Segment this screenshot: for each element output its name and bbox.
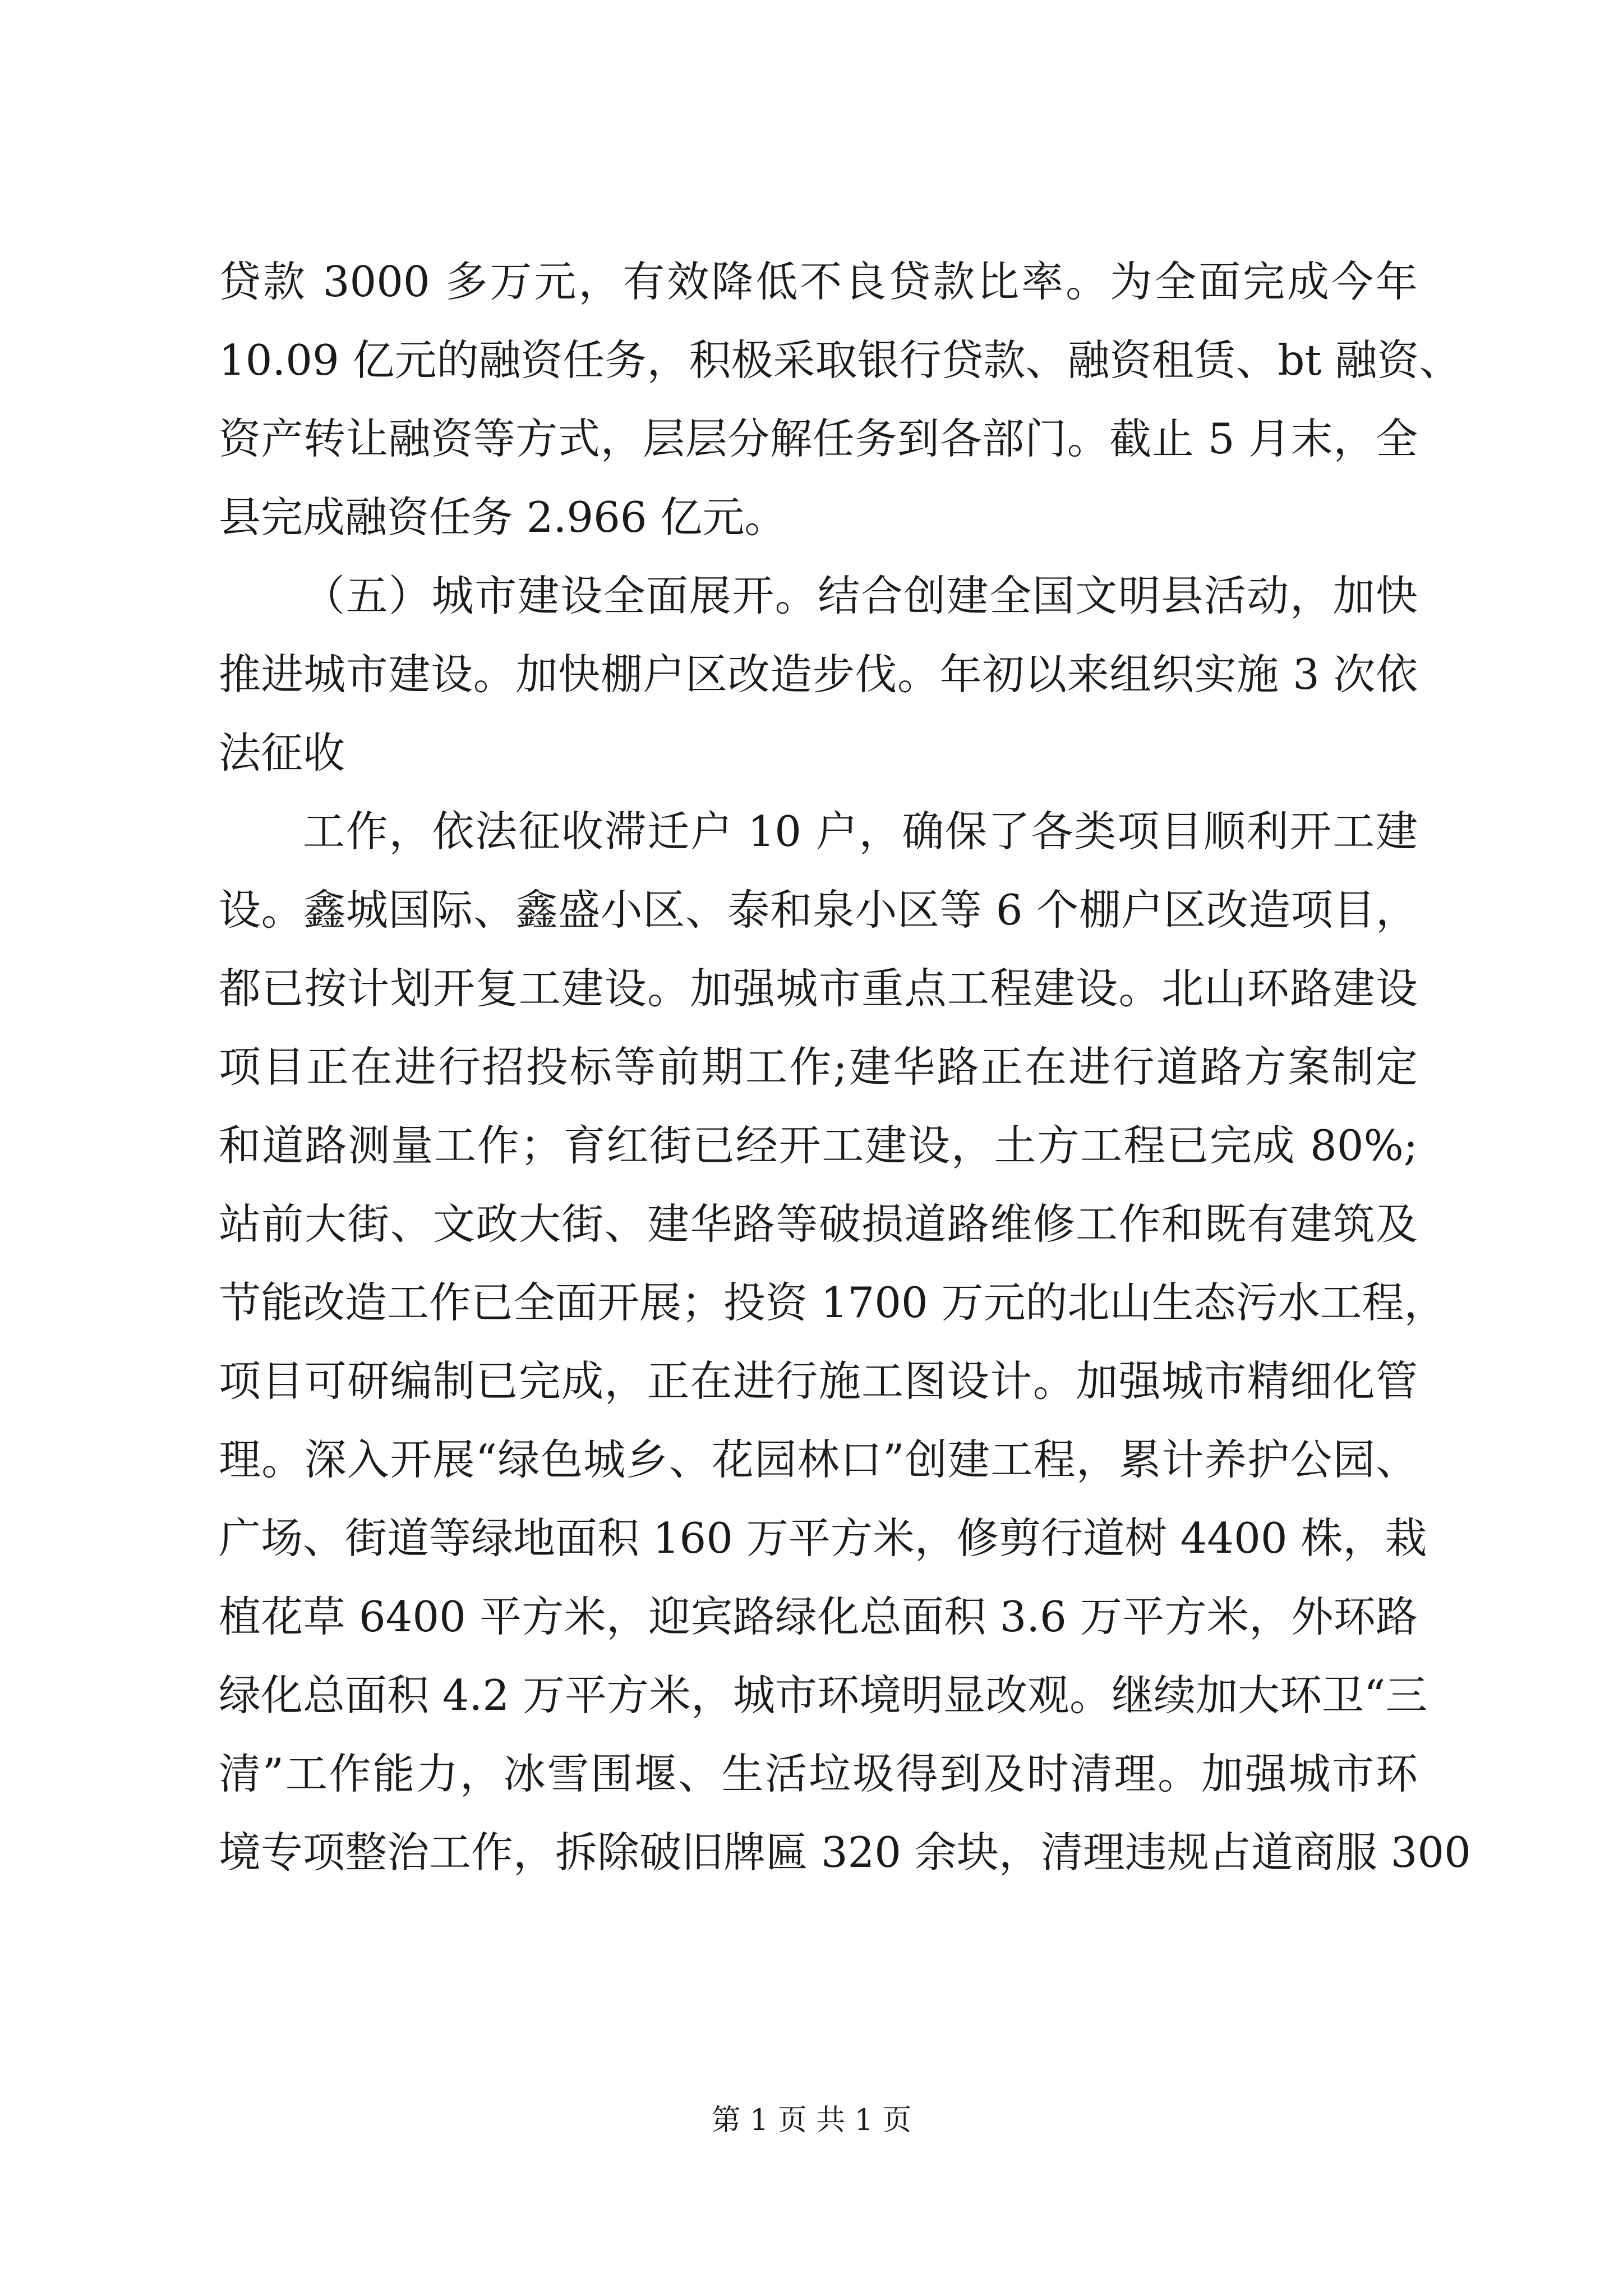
- text-line: 植花草 6400 平方米，迎宾路绿化总面积 3.6 万平方米，外环路: [219, 1592, 1418, 1641]
- text-line: 贷款 3000 多万元，有效降低不良贷款比率。为全面完成今年: [219, 257, 1418, 306]
- text-line: （五）城市建设全面展开。结合创建全国文明县活动，加快: [303, 571, 1418, 620]
- text-line: 设。鑫城国际、鑫盛小区、泰和泉小区等 6 个棚户区改造项目，: [219, 885, 1418, 935]
- text-line: 绿化总面积 4.2 万平方米，城市环境明显改观。继续加大环卫“三: [219, 1671, 1428, 1720]
- text-line: 推进城市建设。加快棚户区改造步伐。年初以来组织实施 3 次依: [219, 650, 1418, 699]
- text-line: 工作，依法征收滞迁户 10 户，确保了各类项目顺利开工建: [303, 807, 1418, 856]
- text-line: 10.09 亿元的融资任务，积极采取银行贷款、融资租赁、bt 融资、: [219, 335, 1461, 385]
- text-line: 境专项整治工作，拆除破旧牌匾 320 余块，清理违规占道商服 300: [219, 1828, 1471, 1877]
- page-footer: 第 1 页 共 1 页: [711, 2104, 912, 2137]
- text-line: 理。深入开展“绿色城乡、花园林口”创建工程，累计养护公园、: [219, 1435, 1418, 1484]
- text-line: 清”工作能力，冰雪围堰、生活垃圾得到及时清理。加强城市环: [219, 1749, 1418, 1798]
- text-line: 项目可研编制已完成，正在进行施工图设计。加强城市精细化管: [219, 1356, 1418, 1406]
- text-line: 法征收: [219, 728, 345, 777]
- text-line: 资产转让融资等方式，层层分解任务到各部门。截止 5 月末，全: [219, 414, 1418, 463]
- text-line: 节能改造工作已全面开展；投资 1700 万元的北山生态污水工程，: [219, 1278, 1446, 1327]
- body-text: [219, 242, 1471, 1892]
- text-line: 和道路测量工作；育红街已经开工建设，土方工程已完成 80%;: [219, 1121, 1418, 1170]
- text-line: 县完成融资任务 2.966 亿元。: [219, 493, 787, 542]
- text-line: 都已按计划开复工建设。加强城市重点工程建设。北山环路建设: [219, 964, 1418, 1013]
- text-line: 站前大街、文政大街、建华路等破损道路维修工作和既有建筑及: [219, 1199, 1418, 1249]
- text-line: 广场、街道等绿地面积 160 万平方米，修剪行道树 4400 株，栽: [219, 1513, 1427, 1563]
- text-line: 项目正在进行招投标等前期工作;建华路正在进行道路方案制定: [219, 1042, 1418, 1092]
